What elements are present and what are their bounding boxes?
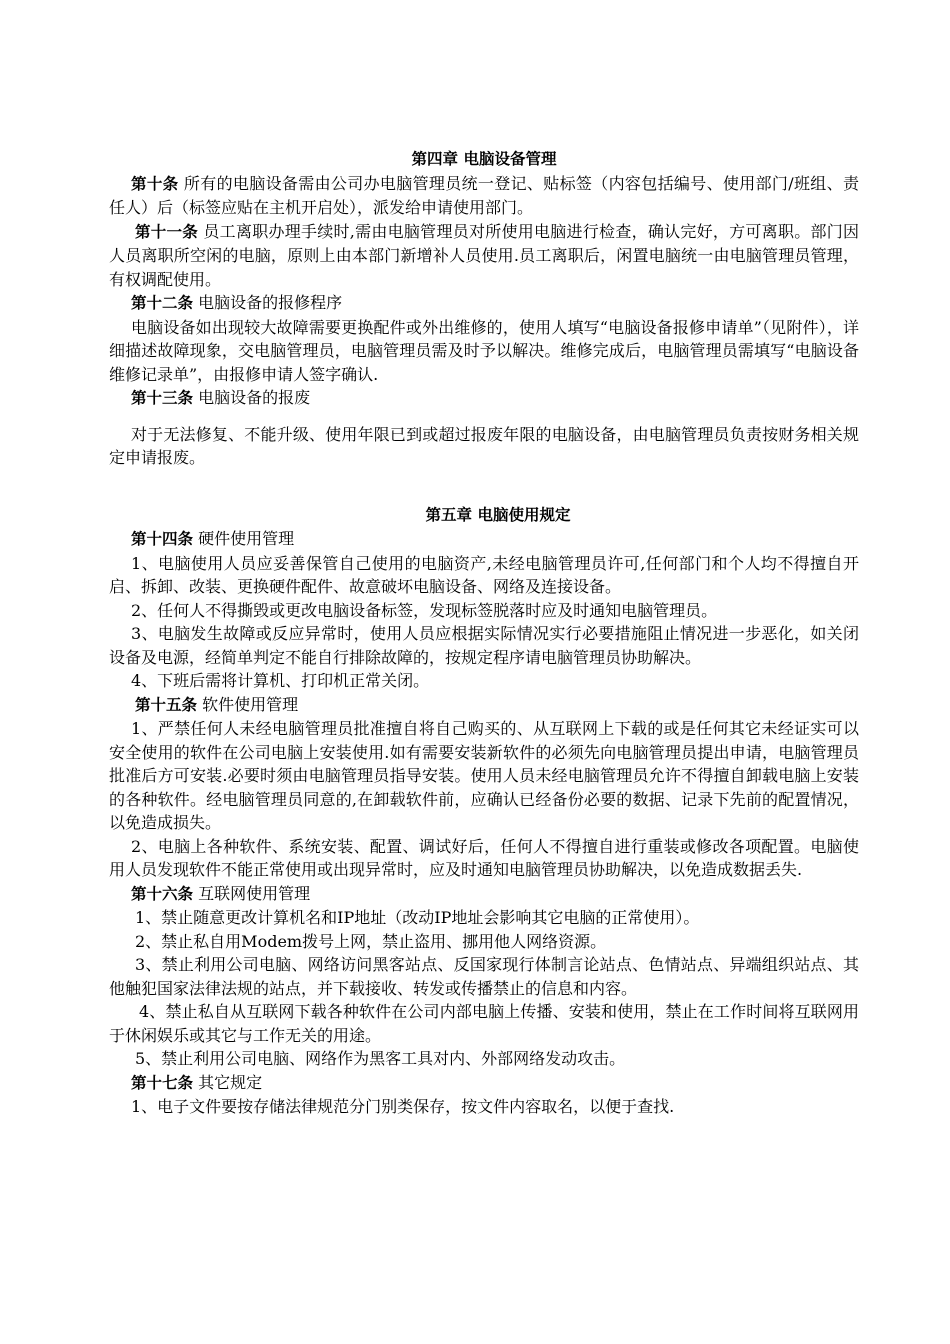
article-15-title: 软件使用管理 bbox=[202, 694, 299, 714]
article-16-title: 互联网使用管理 bbox=[198, 883, 311, 903]
article-15-item: 2、电脑上各种软件、系统安装、配置、调试好后，任何人不得擅自进行重装或修改各项配置。电脑使用人员发现软件不能正常使用或出现异常时，应及时通知电脑管理员协助解决，以免造成数据丢失. bbox=[109, 836, 859, 879]
article-14-title: 硬件使用管理 bbox=[198, 529, 295, 548]
article-16-item: 1、禁止随意更改计算机名和IP地址（改动IP地址会影响其它电脑的正常使用）。 bbox=[135, 908, 700, 927]
article-17-title: 其它规定 bbox=[198, 1072, 263, 1092]
article-17-label: 第十七条 bbox=[131, 1073, 194, 1092]
article-17-heading bbox=[109, 1071, 859, 1096]
article-16-heading bbox=[109, 882, 859, 907]
article-15-item: 1、严禁任何人未经电脑管理员批准擅自将自己购买的、从互联网上下载的或是任何其它未经证实可以安全使用的软件在公司电脑上安装使用.如有需要安装新软件的必须先向电脑管理员提出申请，电脑管理员批准后方可安装.必要时须由电脑管理员指导安装。使用人员未经电脑管理员允许不得擅自卸载电脑上安装的各种软件。经电脑管理员同意的,在卸载软件前，应确认已经备份必要的数据、记录下先前的配置情况，以免造成损失。 bbox=[109, 719, 859, 832]
chapter-5-title: 第五章 电脑使用规定 bbox=[425, 505, 571, 524]
article-16-label: 第十六条 bbox=[131, 884, 194, 903]
article-17-item: 1、电子文件要按存储法律规范分门别类保存，按文件内容取名，以便于查找. bbox=[131, 1097, 675, 1116]
article-14-item: 1、电脑使用人员应妥善保管自己使用的电脑资产,未经电脑管理员许可,任何部门和个人均不得擅自开启、拆卸、改装、更换硬件配件、故意破坏电脑设备、网络及连接设备。 bbox=[109, 553, 859, 596]
article-13-label: 第十三条 bbox=[131, 389, 194, 407]
spacer bbox=[109, 411, 859, 423]
article-16-item: 2、禁止私自用Modem拨号上网，禁止盗用、挪用他人网络资源。 bbox=[135, 931, 607, 951]
article-10-label: 第十条 bbox=[131, 174, 179, 193]
article-16-item: 3、禁止利用公司电脑、网络访问黑客站点、反国家现行体制言论站点、色情站点、异端组织站点、其他触犯国家法律法规的站点，并下载接收、转发或传播禁止的信息和内容。 bbox=[109, 955, 859, 998]
article-13-text: 对于无法修复、不能升级、使用年限已到或超过报废年限的电脑设备，由电脑管理员负责按财务相关规定申请报废。 bbox=[109, 424, 859, 467]
article-10-text: 所有的电脑设备需由公司办电脑管理员统一登记、贴标签（内容包括编号、使用部门/班组、责任人）后（标签应贴在主机开启处），派发给申请使用部门。 bbox=[109, 173, 859, 217]
spacer bbox=[109, 470, 859, 504]
article-14-item: 4、下班后需将计算机、打印机正常关闭。 bbox=[131, 671, 430, 690]
article-15-heading bbox=[109, 693, 859, 718]
chapter-4-title: 第四章 电脑设备管理 bbox=[411, 150, 557, 168]
article-13-heading bbox=[109, 386, 859, 411]
article-14-item: 2、任何人不得撕毁或更改电脑设备标签，发现标签脱落时应及时通知电脑管理员。 bbox=[131, 600, 718, 620]
article-11-text: 员工离职办理手续时,需由电脑管理员对所使用电脑进行检查，确认完好，方可离职。部门因人员离职所空闲的电脑，原则上由本部门新增补人员使用.员工离职后，闲置电脑统一由电脑管理员管理，有权调配使用。 bbox=[109, 221, 859, 289]
document-body bbox=[109, 148, 859, 1119]
article-13-title: 电脑设备的报废 bbox=[198, 388, 311, 407]
article-14-item: 3、电脑发生故障或反应异常时，使用人员应根据实际情况实行必要措施阻止情况进一步恶化，如关闭设备及电源，经简单判定不能自行排除故障的，按规定程序请电脑管理员协助解决。 bbox=[109, 624, 859, 667]
article-11 bbox=[109, 220, 859, 292]
article-12-heading bbox=[109, 291, 859, 316]
article-14-label: 第十四条 bbox=[131, 530, 194, 548]
article-12-title: 电脑设备的报修程序 bbox=[198, 293, 343, 312]
article-14-heading bbox=[109, 527, 859, 552]
article-11-label: 第十一条 bbox=[135, 222, 199, 241]
article-10 bbox=[109, 172, 859, 220]
article-16-item: 5、禁止利用公司电脑、网络作为黑客工具对内、外部网络发动攻击。 bbox=[135, 1049, 626, 1068]
article-12-text: 电脑设备如出现较大故障需要更换配件或外出维修的，使用人填写“电脑设备报修申请单”（见附件），详细描述故障现象，交电脑管理员，电脑管理员需及时予以解决。维修完成后，电脑管理员需填写“电脑设备维修记录单”，由报修申请人签字确认. bbox=[109, 317, 859, 384]
article-15-label: 第十五条 bbox=[135, 695, 198, 714]
article-16-item: 4、禁止私自从互联网下载各种软件在公司内部电脑上传播、安装和使用，禁止在工作时间将互联网用于休闲娱乐或其它与工作无关的用途。 bbox=[109, 1002, 859, 1045]
article-12-label: 第十二条 bbox=[131, 294, 194, 312]
